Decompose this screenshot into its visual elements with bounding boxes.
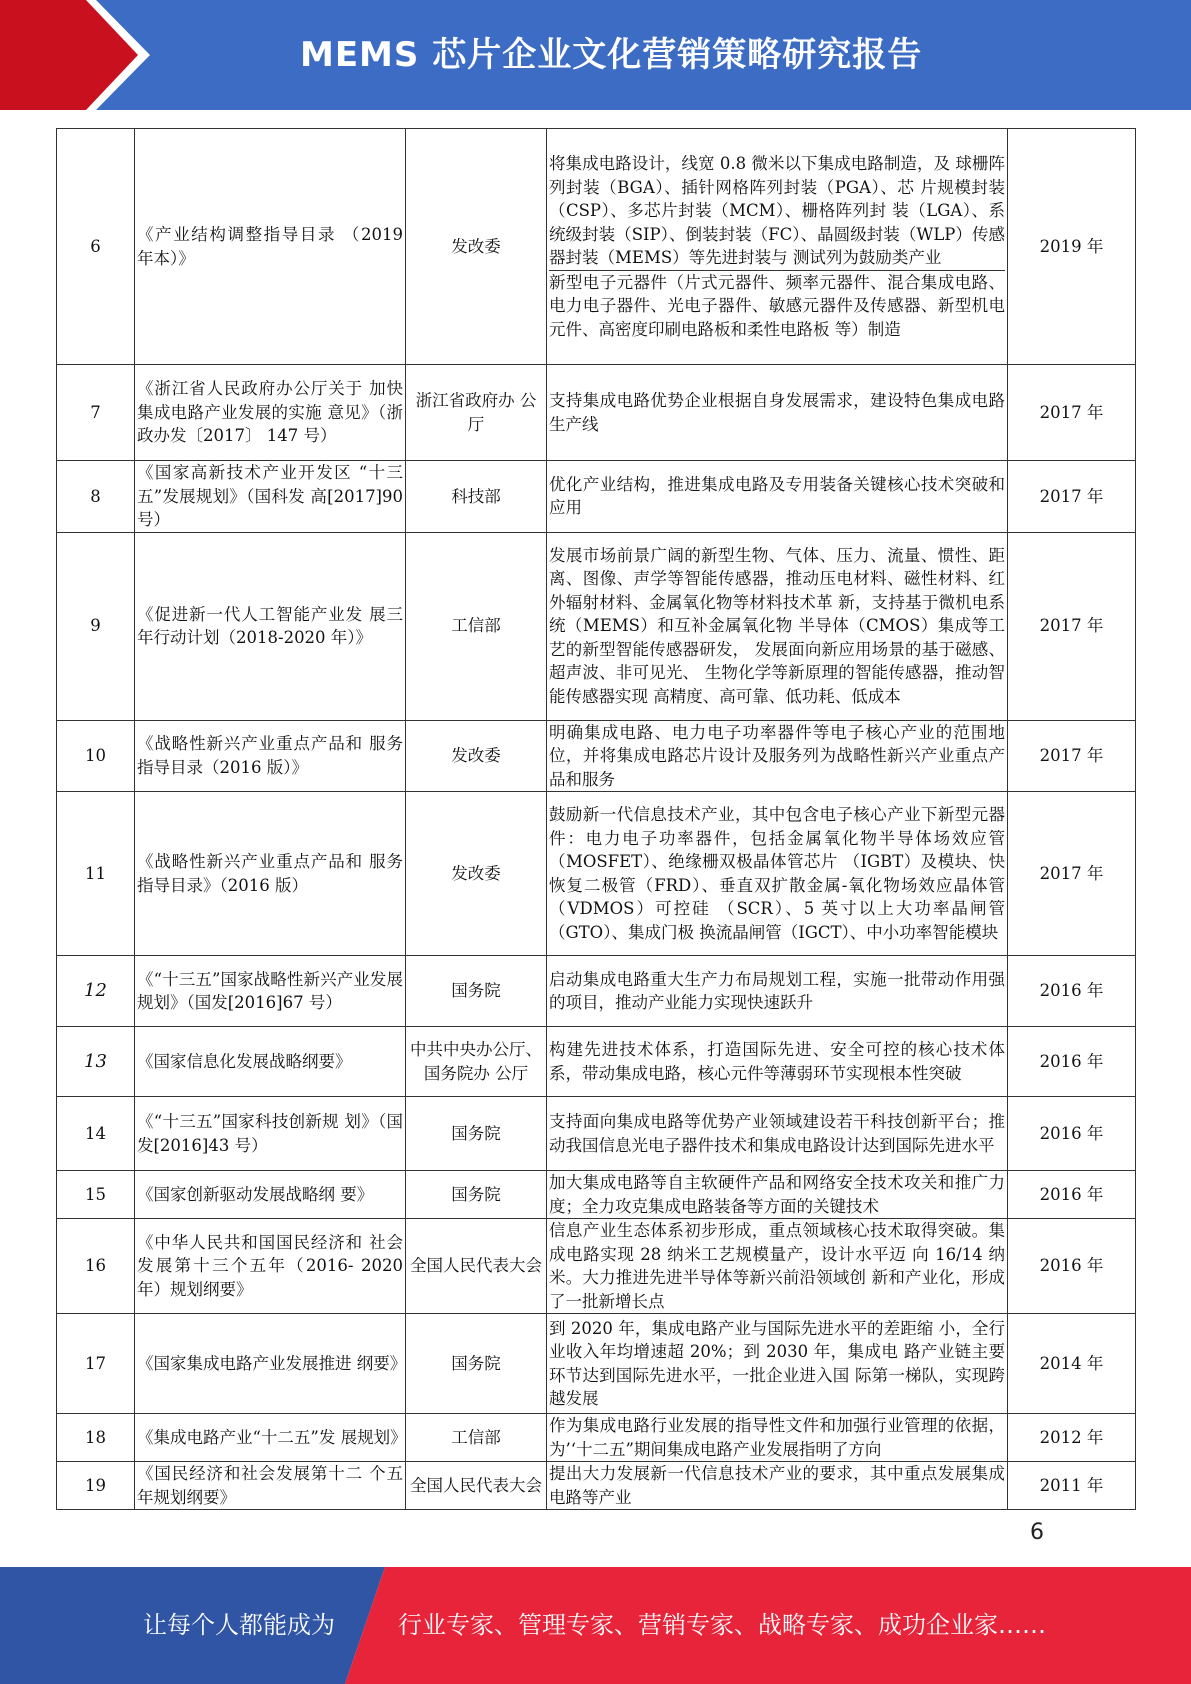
policy-content-paragraph: 提出大力发展新一代信息技术产业的要求，其中重点发展集成电路等产业 [549, 1464, 1005, 1507]
policy-content [547, 956, 1008, 1027]
policy-content-paragraph: 作为集成电路行业发展的指导性文件和加强行业管理的依据，为’‘十二五”期间集成电路产业发展指明了方向 [549, 1416, 1005, 1459]
issue-year: 2017 年 [1008, 720, 1136, 792]
policy-content-paragraph: 支持集成电路优势企业根据自身发展需求，建设特色集成电路生产线 [549, 391, 1005, 434]
policy-name: 《国民经济和社会发展第十二 个五年规划纲要》 [135, 1462, 406, 1510]
issue-year: 2016 年 [1008, 1219, 1136, 1314]
row-number: 6 [57, 129, 135, 365]
row-number: 18 [57, 1414, 135, 1462]
issue-year: 2017 年 [1008, 365, 1136, 461]
issue-year: 2016 年 [1008, 1171, 1136, 1219]
issuing-department: 全国人民代表大会 [406, 1462, 547, 1510]
table-row [57, 792, 1136, 956]
policy-content [547, 1462, 1008, 1510]
policy-content [547, 1171, 1008, 1219]
table-row [57, 129, 1136, 365]
issuing-department: 全国人民代表大会 [406, 1219, 547, 1314]
issue-year: 2012 年 [1008, 1414, 1136, 1462]
policy-name: 《中华人民共和国国民经济和 社会发展第十三个五年（2016- 2020 年）规划纲要》 [135, 1219, 406, 1314]
policy-content [547, 1219, 1008, 1314]
row-number: 13 [57, 1027, 135, 1097]
policy-content [547, 461, 1008, 533]
policy-content [547, 1027, 1008, 1097]
issue-year: 2017 年 [1008, 461, 1136, 533]
policy-table [56, 128, 1136, 1510]
issuing-department: 国务院 [406, 1097, 547, 1171]
table-row [57, 1171, 1136, 1219]
policy-name: 《国家集成电路产业发展推进 纲要》 [135, 1314, 406, 1414]
policy-name: 《“十三五”国家科技创新规 划》（国发[2016]43 号） [135, 1097, 406, 1171]
policy-content-paragraph: 发展市场前景广阔的新型生物、气体、压力、流量、惯性、距离、图像、声学等智能传感器，推动压电材料、磁性材料、红外辐射材料、金属氧化物等材料技术革 新，支持基于微机电系统（MEMS）和互补金属氧化物 半导体（CMOS）集成等工艺的新型智能传感器研发， 发展面向新应用场景的基于磁感、超声波、非可见光、 生物化学等新原理的智能传感器，推动智能传感器实现 高精度、高可靠、低功耗、低成本 [549, 545, 1005, 706]
policy-content [547, 1097, 1008, 1171]
policy-content-paragraph: 将集成电路设计，线宽 0.8 微米以下集成电路制造，及 球栅阵列封装（BGA）、插针网格阵列封装（PGA）、芯 片规模封装（CSP）、多芯片封装（MCM）、栅格阵列封 装（LGA）、系统级封装（SIP）、倒装封装（FC）、晶圆级封装（WLP）传感器封装（MEMS）等先进封装与 测试列为鼓励类产业 [549, 154, 1005, 267]
policy-name: 《国家创新驱动发展战略纲 要》 [135, 1171, 406, 1219]
issue-year: 2016 年 [1008, 1097, 1136, 1171]
policy-name: 《“十三五”国家战略性新兴产业发展规划》（国发[2016]67 号） [135, 956, 406, 1027]
issuing-department: 中共中央办公厅、国务院办 公厅 [406, 1027, 547, 1097]
policy-content-paragraph: 启动集成电路重大生产力布局规划工程，实施一批带动作用强的项目，推动产业能力实现快速跃升 [549, 969, 1005, 1012]
table-row [57, 1414, 1136, 1462]
issue-year: 2017 年 [1008, 532, 1136, 720]
row-number: 14 [57, 1097, 135, 1171]
policy-content-paragraph: 到 2020 年，集成电路产业与国际先进水平的差距缩 小，全行业收入年均增速超 20%；到 2030 年，集成电 路产业链主要环节达到国际先进水平，一批企业进入国 际第一梯队，实现跨越发展 [549, 1318, 1005, 1408]
table-row [57, 1027, 1136, 1097]
row-number: 7 [57, 365, 135, 461]
footer-slogan-left: 让每个人都能成为 [143, 1611, 335, 1639]
policy-content [547, 532, 1008, 720]
table-row [57, 532, 1136, 720]
row-number: 17 [57, 1314, 135, 1414]
issuing-department: 发改委 [406, 720, 547, 792]
policy-content-paragraph: 优化产业结构，推进集成电路及专用装备关键核心技术突破和应用 [549, 474, 1005, 518]
policy-content [547, 1314, 1008, 1414]
table-row [57, 1462, 1136, 1510]
issue-year: 2014 年 [1008, 1314, 1136, 1414]
policy-content [547, 720, 1008, 792]
issuing-department: 工信部 [406, 1414, 547, 1462]
issue-year: 2016 年 [1008, 956, 1136, 1027]
row-number: 11 [57, 792, 135, 956]
issue-year: 2017 年 [1008, 792, 1136, 956]
policy-content [547, 792, 1008, 956]
page-header [0, 0, 1191, 110]
table-row [57, 461, 1136, 533]
policy-name: 《集成电路产业“十二五”发 展规划》 [135, 1414, 406, 1462]
row-number: 9 [57, 532, 135, 720]
policy-content-paragraph: 鼓励新一代信息技术产业，其中包含电子核心产业下新型元器件：电力电子功率器件，包括金属氧化物半导体场效应管（MOSFET）、绝缘栅双极晶体管芯片 （IGBT）及模块、快恢复二极管（FRD）、垂直双扩散金属-氧化物场效应晶体管（VDMOS）可控硅 （SCR）、5 英寸以上大功率晶闸管（GTO）、集成门极 换流晶闸管（IGCT）、中小功率智能模块 [549, 805, 1005, 942]
issuing-department: 科技部 [406, 461, 547, 533]
policy-name: 《战略性新兴产业重点产品和 服务指导目录》（2016 版） [135, 792, 406, 956]
issuing-department: 国务院 [406, 1314, 547, 1414]
issuing-department: 浙江省政府办 公厅 [406, 365, 547, 461]
table-row [57, 1097, 1136, 1171]
policy-name: 《国家高新技术产业开发区 “十三五”发展规划》（国科发 高[2017]90 号） [135, 461, 406, 533]
policy-name: 《战略性新兴产业重点产品和 服务指导目录（2016 版）》 [135, 720, 406, 792]
row-number: 15 [57, 1171, 135, 1219]
policy-content-paragraph: 明确集成电路、电力电子功率器件等电子核心产业的范围地位，并将集成电路芯片设计及服务列为战略性新兴产业重点产品和服务 [549, 722, 1005, 789]
policy-name: 《产业结构调整指导目录 （2019 年本）》 [135, 129, 406, 365]
issue-year: 2016 年 [1008, 1027, 1136, 1097]
report-title: MEMS 芯片企业文化营销策略研究报告 [300, 35, 923, 75]
row-number: 16 [57, 1219, 135, 1314]
policy-content [547, 1414, 1008, 1462]
row-number: 10 [57, 720, 135, 792]
issuing-department: 国务院 [406, 1171, 547, 1219]
policy-content-paragraph: 新型电子元器件（片式元器件、频率元器件、混合集成电路、电力电子器件、光电子器件、敏感元器件及传感器、新型机电元件、高密度印刷电路板和柔性电路板 等）制造 [549, 270, 1005, 342]
table-row [57, 365, 1136, 461]
footer-slogan-right: 行业专家、管理专家、营销专家、战略专家、成功企业家…… [398, 1611, 1046, 1639]
policy-content-paragraph: 构建先进技术体系，打造国际先进、安全可控的核心技术体系，带动集成电路，核心元件等薄弱环节实现根本性突破 [549, 1040, 1005, 1083]
policy-name: 《促进新一代人工智能产业发 展三年行动计划（2018-2020 年）》 [135, 532, 406, 720]
issuing-department: 发改委 [406, 129, 547, 365]
row-number: 8 [57, 461, 135, 533]
issue-year: 2011 年 [1008, 1462, 1136, 1510]
policy-content-paragraph: 信息产业生态体系初步形成，重点领域核心技术取得突破。集成电路实现 28 纳米工艺规模量产，设计水平迈 向 16/14 纳米。大力推进先进半导体等新兴前沿领域创 新和产业化，形成了一批新增长点 [549, 1221, 1005, 1311]
table-row [57, 956, 1136, 1027]
policy-name: 《浙江省人民政府办公厅关于 加快集成电路产业发展的实施 意见》（浙政办发〔2017〕 147 号） [135, 365, 406, 461]
table-row [57, 1314, 1136, 1414]
issuing-department: 国务院 [406, 956, 547, 1027]
policy-content [547, 129, 1008, 365]
row-number: 19 [57, 1462, 135, 1510]
page-footer [0, 1567, 1191, 1684]
issuing-department: 发改委 [406, 792, 547, 956]
row-number: 12 [57, 956, 135, 1027]
policy-name: 《国家信息化发展战略纲要》 [135, 1027, 406, 1097]
policy-content [547, 365, 1008, 461]
policy-content-paragraph: 加大集成电路等自主软硬件产品和网络安全技术攻关和推广力度；全力攻克集成电路装备等方面的关键技术 [549, 1173, 1005, 1216]
table-row [57, 720, 1136, 792]
issue-year: 2019 年 [1008, 129, 1136, 365]
issuing-department: 工信部 [406, 532, 547, 720]
policy-content-paragraph: 支持面向集成电路等优势产业领域建设若干科技创新平台；推动我国信息光电子器件技术和集成电路设计达到国际先进水平 [549, 1112, 1005, 1155]
page-number: 6 [1030, 1520, 1044, 1545]
table-row [57, 1219, 1136, 1314]
